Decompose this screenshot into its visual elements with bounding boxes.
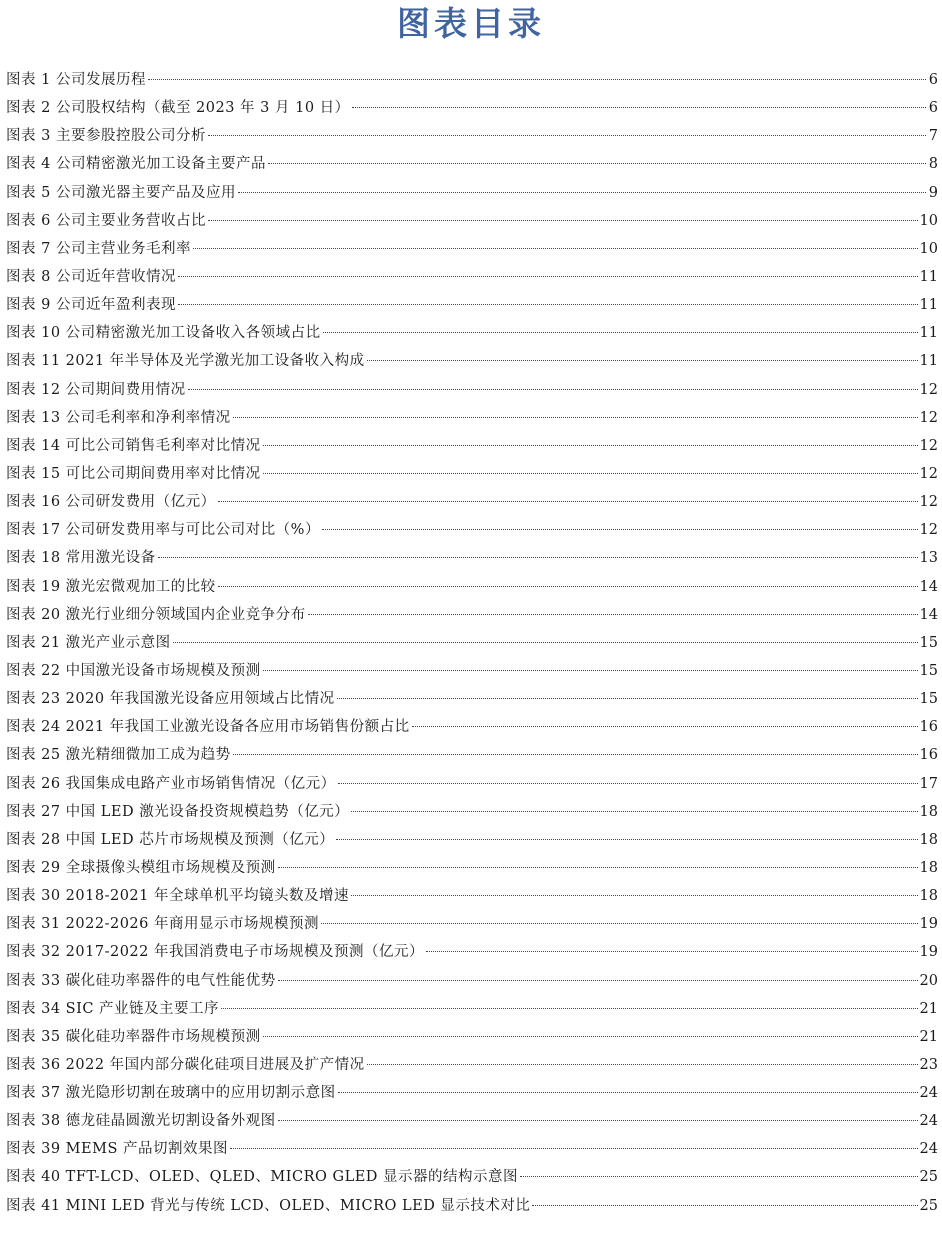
toc-entry-page-number: 18 (919, 803, 938, 820)
toc-entry-page-number: 18 (919, 859, 938, 876)
toc-entry-page-number: 15 (919, 691, 938, 708)
toc-entry-label: 图表 34 SIC 产业链及主要工序 (6, 1000, 220, 1017)
toc-entry-page-number: 13 (919, 550, 938, 567)
toc-entry[interactable] (6, 573, 938, 601)
toc-entry[interactable] (6, 1023, 938, 1051)
toc-entry-label: 图表 27 中国 LED 激光设备投资规模趋势（亿元） (6, 803, 350, 820)
toc-entry-page-number: 18 (919, 888, 938, 905)
toc-entry[interactable] (6, 601, 938, 629)
toc-entry-label: 图表 36 2022 年国内部分碳化硅项目进展及扩产情况 (6, 1056, 365, 1073)
toc-entry-page-number: 15 (919, 662, 938, 679)
toc-entry-label: 图表 2 公司股权结构（截至 2023 年 3 月 10 日） (6, 100, 350, 117)
dot-leader (323, 332, 918, 333)
toc-entry-page-number: 11 (919, 325, 938, 342)
toc-entry[interactable] (6, 544, 938, 572)
toc-entry-label: 图表 26 我国集成电路产业市场销售情况（亿元） (6, 775, 336, 792)
dot-leader (336, 839, 917, 840)
toc-entry[interactable] (6, 995, 938, 1023)
toc-entry[interactable] (6, 66, 938, 94)
toc-entry-page-number: 23 (919, 1056, 938, 1073)
toc-entry-page-number: 24 (919, 1085, 938, 1102)
toc-entry-page-number: 15 (919, 634, 938, 651)
toc-entry-label: 图表 16 公司研发费用（亿元） (6, 494, 216, 511)
dot-leader (367, 360, 918, 361)
dot-leader (278, 1120, 918, 1121)
toc-entry-page-number: 12 (919, 381, 938, 398)
toc-entry[interactable] (6, 432, 938, 460)
toc-entry-label: 图表 18 常用激光设备 (6, 550, 156, 567)
toc-entry-page-number: 24 (919, 1113, 938, 1130)
toc-entry[interactable] (6, 685, 938, 713)
toc-entry-page-number: 21 (919, 1028, 938, 1045)
toc-entry[interactable] (6, 1051, 938, 1079)
toc-entry[interactable] (6, 854, 938, 882)
dot-leader (321, 923, 918, 924)
toc-entry-page-number: 19 (919, 916, 938, 933)
toc-entry[interactable] (6, 770, 938, 798)
toc-entry-page-number: 17 (919, 775, 938, 792)
toc-entry[interactable] (6, 94, 938, 122)
dot-leader (230, 1148, 918, 1149)
dot-leader (188, 389, 918, 390)
dot-leader (278, 980, 918, 981)
dot-leader (208, 220, 918, 221)
toc-entry-label: 图表 21 激光产业示意图 (6, 634, 171, 651)
toc-entry-page-number: 10 (919, 240, 938, 257)
toc-entry-page-number: 6 (928, 100, 938, 117)
toc-entry[interactable] (6, 967, 938, 995)
toc-entry-label: 图表 25 激光精细微加工成为趋势 (6, 747, 231, 764)
toc-entry-page-number: 6 (928, 72, 938, 88)
dot-leader (263, 445, 918, 446)
toc-entry[interactable] (6, 376, 938, 404)
dot-leader (412, 726, 918, 727)
toc-entry-label: 图表 1 公司发展历程 (6, 72, 146, 88)
toc-entry-page-number: 10 (919, 212, 938, 229)
dot-leader (308, 614, 918, 615)
toc-entry-page-number: 19 (919, 944, 938, 961)
toc-list (6, 66, 938, 1220)
toc-entry-page-number: 11 (919, 297, 938, 314)
toc-entry-page-number: 11 (919, 268, 938, 285)
toc-entry-label: 图表 39 MEMS 产品切割效果图 (6, 1141, 228, 1158)
toc-entry-label: 图表 10 公司精密激光加工设备收入各领域占比 (6, 325, 321, 342)
toc-entry-label: 图表 31 2022-2026 年商用显示市场规模预测 (6, 916, 319, 933)
dot-leader (278, 867, 918, 868)
toc-entry-label: 图表 23 2020 年我国激光设备应用领域占比情况 (6, 691, 335, 708)
toc-entry[interactable] (6, 179, 938, 207)
toc-entry[interactable] (6, 404, 938, 432)
toc-entry-label: 图表 7 公司主营业务毛利率 (6, 240, 191, 257)
toc-entry-label: 图表 20 激光行业细分领域国内企业竞争分布 (6, 606, 306, 623)
dot-leader (218, 501, 918, 502)
dot-leader (193, 248, 918, 249)
toc-entry-label: 图表 28 中国 LED 芯片市场规模及预测（亿元） (6, 831, 335, 848)
toc-entry[interactable] (6, 291, 938, 319)
toc-entry[interactable] (6, 347, 938, 375)
toc-entry-page-number: 14 (919, 578, 938, 595)
dot-leader (338, 783, 918, 784)
toc-entry[interactable] (6, 938, 938, 966)
toc-entry-label: 图表 9 公司近年盈利表现 (6, 297, 176, 314)
toc-entry-label: 图表 3 主要参股控股公司分析 (6, 128, 206, 145)
dot-leader (178, 304, 918, 305)
toc-entry-page-number: 20 (919, 972, 938, 989)
toc-entry-page-number: 12 (919, 465, 938, 482)
toc-entry-page-number: 21 (919, 1000, 938, 1017)
toc-entry[interactable] (6, 263, 938, 291)
toc-entry-page-number: 25 (919, 1197, 938, 1214)
toc-entry-page-number: 12 (919, 409, 938, 426)
toc-entry[interactable] (6, 1135, 938, 1163)
dot-leader (520, 1176, 918, 1177)
dot-leader (426, 951, 918, 952)
toc-entry-label: 图表 5 公司激光器主要产品及应用 (6, 184, 236, 201)
toc-entry[interactable] (6, 122, 938, 150)
dot-leader (263, 1036, 918, 1037)
toc-entry[interactable] (6, 1163, 938, 1191)
toc-entry-label: 图表 19 激光宏微观加工的比较 (6, 578, 216, 595)
dot-leader (208, 135, 926, 136)
toc-entry-label: 图表 13 公司毛利率和净利率情况 (6, 409, 231, 426)
toc-entry-label: 图表 22 中国激光设备市场规模及预测 (6, 662, 261, 679)
toc-entry[interactable] (6, 1107, 938, 1135)
toc-entry[interactable] (6, 657, 938, 685)
toc-entry-page-number: 16 (919, 719, 938, 736)
dot-leader (263, 670, 918, 671)
dot-leader (322, 529, 918, 530)
dot-leader (233, 754, 918, 755)
toc-entry[interactable] (6, 150, 938, 178)
toc-entry-page-number: 12 (919, 522, 938, 539)
dot-leader (338, 1092, 918, 1093)
toc-entry-page-number: 9 (928, 184, 938, 201)
toc-entry-label: 图表 11 2021 年半导体及光学激光加工设备收入构成 (6, 353, 365, 370)
dot-leader (221, 1008, 918, 1009)
toc-entry-label: 图表 8 公司近年营收情况 (6, 268, 176, 285)
toc-entry-label: 图表 12 公司期间费用情况 (6, 381, 186, 398)
page-title: 图表目录 (397, 4, 545, 43)
toc-entry-label: 图表 33 碳化硅功率器件的电气性能优势 (6, 972, 276, 989)
toc-entry-label: 图表 37 激光隐形切割在玻璃中的应用切割示意图 (6, 1085, 336, 1102)
toc-entry-page-number: 11 (919, 353, 938, 370)
dot-leader (263, 473, 918, 474)
dot-leader (532, 1205, 917, 1206)
toc-entry[interactable] (6, 741, 938, 769)
dot-leader (337, 698, 918, 699)
dot-leader (268, 163, 926, 164)
toc-entry[interactable] (6, 488, 938, 516)
toc-entry-label: 图表 35 碳化硅功率器件市场规模预测 (6, 1028, 261, 1045)
toc-entry-label: 图表 32 2017-2022 年我国消费电子市场规模及预测（亿元） (6, 944, 424, 961)
toc-entry-label: 图表 17 公司研发费用率与可比公司对比（%） (6, 522, 320, 539)
toc-entry-label: 图表 40 TFT-LCD、OLED、QLED、MICRO GLED 显示器的结构示意图 (6, 1169, 519, 1186)
dot-leader (238, 192, 926, 193)
toc-entry[interactable] (6, 516, 938, 544)
toc-entry-page-number: 16 (919, 747, 938, 764)
toc-entry[interactable] (6, 1192, 938, 1220)
toc-entry-page-number: 7 (928, 128, 938, 145)
toc-entry-page-number: 14 (919, 606, 938, 623)
toc-entry-page-number: 8 (928, 156, 938, 173)
toc-entry[interactable] (6, 798, 938, 826)
dot-leader (178, 276, 918, 277)
dot-leader (351, 895, 918, 896)
toc-entry-label: 图表 4 公司精密激光加工设备主要产品 (6, 156, 266, 173)
dot-leader (218, 586, 918, 587)
toc-entry-page-number: 25 (919, 1169, 938, 1186)
toc-entry[interactable] (6, 713, 938, 741)
toc-entry-label: 图表 29 全球摄像头模组市场规模及预测 (6, 859, 276, 876)
toc-entry[interactable] (6, 882, 938, 910)
toc-entry-label: 图表 41 MINI LED 背光与传统 LCD、OLED、MICRO LED 显示技术对比 (6, 1197, 531, 1214)
toc-entry[interactable] (6, 1079, 938, 1107)
dot-leader (173, 642, 918, 643)
toc-entry-page-number: 18 (919, 831, 938, 848)
toc-entry[interactable] (6, 319, 938, 347)
toc-entry-page-number: 12 (919, 437, 938, 454)
toc-entry-page-number: 12 (919, 494, 938, 511)
dot-leader (352, 107, 926, 108)
toc-entry[interactable] (6, 207, 938, 235)
dot-leader (148, 79, 926, 80)
toc-entry-label: 图表 24 2021 年我国工业激光设备各应用市场销售份额占比 (6, 719, 410, 736)
toc-entry[interactable] (6, 460, 938, 488)
toc-entry-label: 图表 6 公司主要业务营收占比 (6, 212, 206, 229)
toc-entry-label: 图表 38 德龙硅晶圆激光切割设备外观图 (6, 1113, 276, 1130)
dot-leader (233, 417, 918, 418)
toc-entry-page-number: 24 (919, 1141, 938, 1158)
toc-entry[interactable] (6, 910, 938, 938)
dot-leader (367, 1064, 918, 1065)
toc-entry-label: 图表 14 可比公司销售毛利率对比情况 (6, 437, 261, 454)
toc-entry[interactable] (6, 826, 938, 854)
dot-leader (158, 557, 918, 558)
toc-entry[interactable] (6, 629, 938, 657)
toc-entry[interactable] (6, 235, 938, 263)
toc-entry-label: 图表 30 2018-2021 年全球单机平均镜头数及增速 (6, 888, 349, 905)
toc-entry-label: 图表 15 可比公司期间费用率对比情况 (6, 465, 261, 482)
dot-leader (351, 811, 917, 812)
